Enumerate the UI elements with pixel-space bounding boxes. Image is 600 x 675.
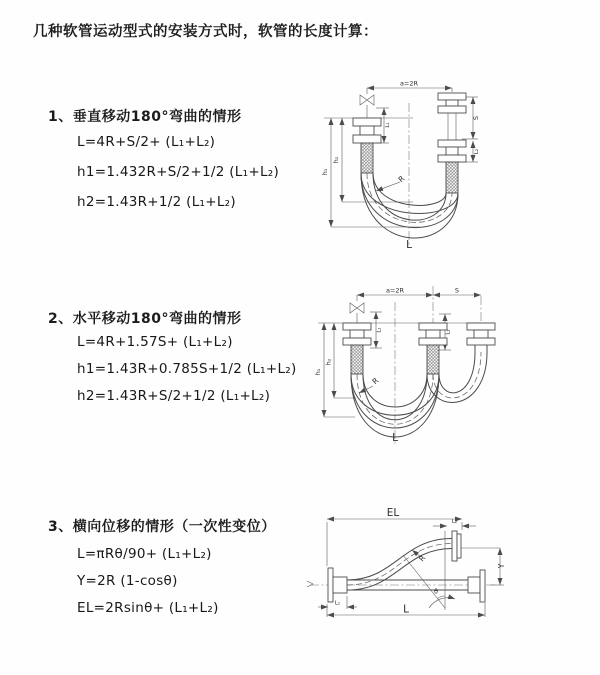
section-lateral-displacement: [48, 516, 328, 626]
section-3-heading: 3、横向位移的情形（一次性变位）: [48, 519, 276, 535]
braided-hose-section: [361, 143, 373, 173]
middle-pipe-fitting: [419, 323, 447, 374]
section-vertical-movement: [48, 106, 328, 226]
length-label: L: [392, 432, 398, 444]
right-pipe-fitting: [438, 93, 466, 193]
section-2-heading: 2、水平移动180°弯曲的情形: [48, 311, 242, 327]
section-1-formula-L: L=4R+S/2+ (L₁+L₂): [77, 134, 216, 150]
dim-label-y: Y: [497, 563, 506, 569]
radius-label: R: [416, 553, 428, 564]
left-pipe-fitting: [343, 323, 371, 374]
section-2-formula-h1: h1=1.43R+0.785S+1/2 (L₁+L₂): [77, 361, 297, 377]
angle-label: θ: [434, 587, 438, 596]
diagram-vertical-180-bend: [310, 75, 600, 255]
diagram-lateral-displacement: [300, 500, 600, 645]
dim-label-a2r: a=2R: [399, 79, 419, 88]
dim-label-h2: h₂: [332, 156, 340, 164]
dim-label-l2: L₂: [445, 329, 452, 335]
dim-label-s: S: [454, 286, 460, 295]
left-pipe-fitting: [353, 118, 381, 173]
dim-label-h2: h₂: [324, 358, 333, 366]
pipe-break-mark: [307, 581, 313, 587]
section-1-formula-h2: h2=1.43R+1/2 (L₁+L₂): [77, 194, 236, 210]
radius-leader: [376, 182, 400, 191]
section-3-formula-Y: Y=2R (1-cosθ): [77, 573, 178, 589]
section-3-formula-L: L=πRθ/90+ (L₁+L₂): [77, 546, 212, 562]
length-label: L: [406, 239, 412, 251]
radius-label: R: [396, 173, 407, 185]
section-3-formula-EL: EL=2Rsinθ+ (L₁+L₂): [77, 600, 219, 616]
dim-label-a2r: a=2R: [385, 286, 405, 295]
section-horizontal-movement: [48, 308, 328, 428]
dim-label-el: EL: [386, 507, 400, 519]
right-pipe-fitting: [467, 323, 495, 352]
dim-label-h1: h₁: [314, 368, 322, 376]
s-curve-hose-displaced: [347, 539, 452, 591]
section-2-formula-L: L=4R+1.57S+ (L₁+L₂): [77, 334, 233, 350]
valve-icon: [360, 95, 374, 118]
section-1-heading: 1、垂直移动180°弯曲的情形: [48, 109, 242, 125]
section-1-formula-h1: h1=1.432R+S/2+1/2 (L₁+L₂): [77, 164, 280, 180]
dim-label-l1: L₁: [385, 122, 391, 128]
dim-label-h1: h₁: [321, 168, 329, 176]
dim-label-l1: L₁: [334, 600, 341, 607]
dim-label-l1: L₁: [376, 327, 383, 333]
u-bend-hose: [361, 173, 458, 238]
valve-icon: [350, 303, 364, 323]
dim-label-l2: L₂: [451, 519, 458, 525]
dimension-lines: [318, 519, 504, 617]
braided-hose-section: [427, 345, 439, 374]
angle-construction: [403, 531, 455, 610]
braided-hose-section: [351, 345, 363, 374]
top-flange-displaced: [452, 531, 461, 561]
braided-hose-section: [446, 162, 458, 193]
length-label: L: [403, 603, 409, 616]
dim-label-s: S: [472, 115, 480, 121]
radius-leader: [359, 386, 373, 393]
section-2-formula-h2: h2=1.43R+S/2+1/2 (L₁+L₂): [77, 388, 271, 404]
right-flange: [468, 570, 485, 602]
dim-label-l2: L₂: [474, 148, 480, 155]
left-flange: [328, 568, 347, 602]
diagram-horizontal-180-bend: [310, 280, 600, 455]
page-title: 几种软管运动型式的安装方式时，软管的长度计算：: [33, 24, 378, 40]
radius-label: R: [370, 375, 381, 387]
